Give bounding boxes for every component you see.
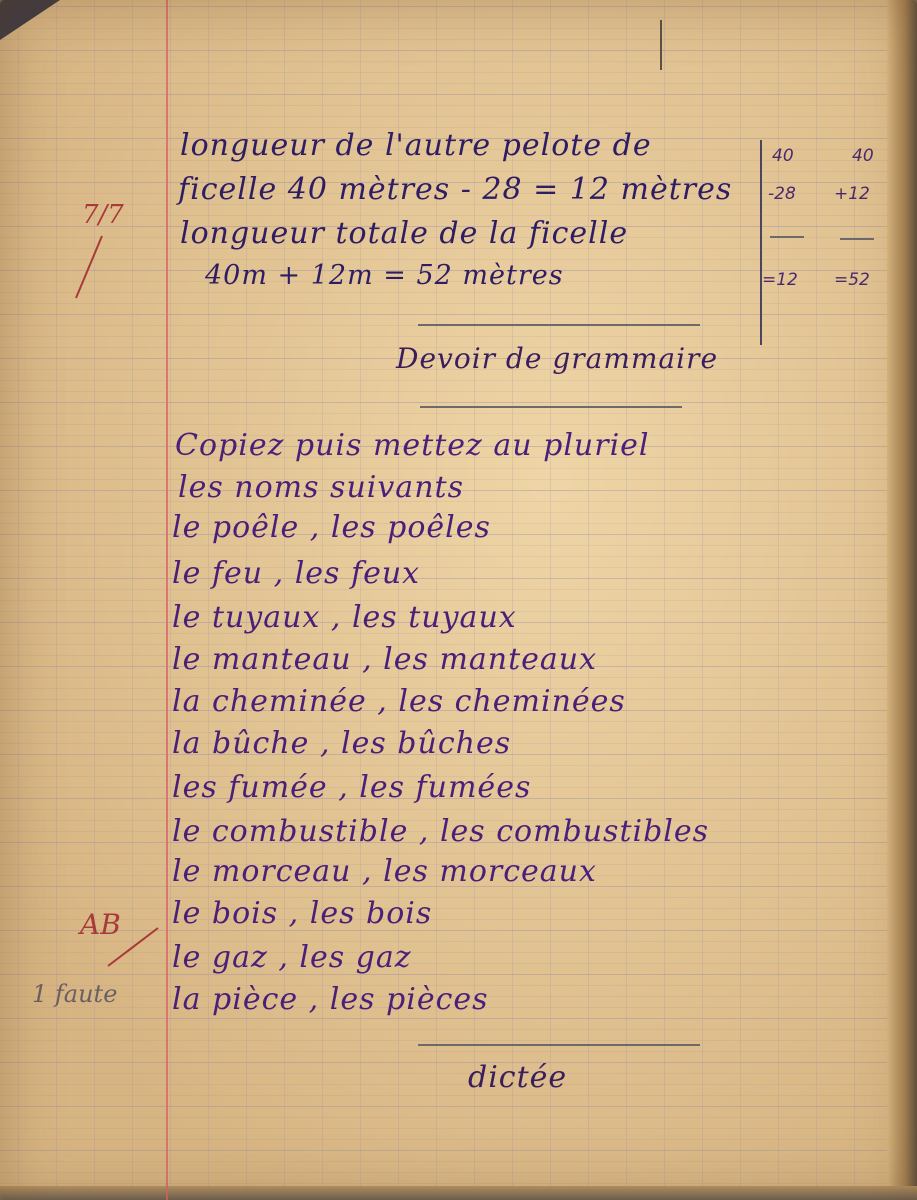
fault-count: 1 faute: [32, 980, 118, 1008]
singular-noun: les fumée: [172, 770, 328, 805]
list-item: le gaz , les gaz: [172, 940, 412, 975]
red-check-stroke: [70, 232, 110, 302]
list-item: le manteau , les manteaux: [172, 642, 598, 677]
singular-noun: le feu: [172, 556, 264, 591]
calc-left-top: 40: [772, 146, 794, 166]
math-line-1: longueur de l'autre pelote de: [180, 128, 652, 163]
math-grade: 7/7: [82, 200, 124, 230]
crease-mark: [660, 20, 662, 70]
singular-noun: le gaz: [172, 940, 268, 975]
plural-noun: les tuyaux: [351, 600, 517, 635]
singular-noun: la pièce: [172, 982, 299, 1017]
plural-noun: les bûches: [341, 726, 512, 761]
plural-noun: les cheminées: [398, 684, 626, 719]
plural-noun: les manteaux: [383, 642, 598, 677]
calc-divider: [760, 140, 762, 345]
plural-noun: les bois: [309, 896, 433, 931]
plural-noun: les poêles: [330, 510, 491, 545]
singular-noun: le bois: [172, 896, 279, 931]
calc-left-rule: [770, 236, 804, 238]
singular-noun: le morceau: [172, 854, 352, 889]
grammar-instruction-2: les noms suivants: [178, 470, 464, 505]
dictation-title: dictée: [468, 1060, 568, 1095]
grammar-instruction-1: Copiez puis mettez au pluriel: [175, 428, 650, 463]
list-item: le tuyaux , les tuyaux: [172, 600, 517, 635]
calc-right-plus: +12: [834, 184, 870, 204]
list-item: les fumée , les fumées: [172, 770, 532, 805]
calc-right-rule: [840, 238, 874, 240]
red-grade-stroke: [104, 920, 164, 970]
calc-left-result: =12: [762, 270, 798, 290]
plural-noun: les gaz: [299, 940, 412, 975]
math-line-2: ficelle 40 mètres - 28 = 12 mètres: [178, 172, 733, 207]
singular-noun: la bûche: [172, 726, 310, 761]
plural-noun: les feux: [294, 556, 421, 591]
singular-noun: le tuyaux: [172, 600, 321, 635]
separator-line-1: [418, 324, 700, 326]
list-item: le poêle , les poêles: [172, 510, 491, 545]
plural-noun: les morceaux: [383, 854, 597, 889]
separator-line-2: [420, 406, 682, 408]
singular-noun: le combustible: [172, 814, 409, 849]
page-bottom-edge: [0, 1186, 917, 1200]
list-item: la pièce , les pièces: [172, 982, 489, 1017]
list-item: la cheminée , les cheminées: [172, 684, 626, 719]
plural-noun: les pièces: [329, 982, 489, 1017]
plural-noun: les combustibles: [439, 814, 710, 849]
calc-left-minus: -28: [768, 184, 796, 204]
list-item: le combustible , les combustibles: [172, 814, 710, 849]
calc-right-result: =52: [834, 270, 870, 290]
grammar-grade: AB: [80, 908, 121, 941]
list-item: le feu , les feux: [172, 556, 421, 591]
page-corner: [0, 0, 60, 40]
singular-noun: le manteau: [172, 642, 352, 677]
singular-noun: la cheminée: [172, 684, 367, 719]
math-line-4: 40m + 12m = 52 mètres: [205, 260, 564, 291]
grammar-title: Devoir de grammaire: [396, 342, 719, 375]
list-item: le morceau , les morceaux: [172, 854, 597, 889]
notebook-spine: [887, 0, 917, 1200]
list-item: la bûche , les bûches: [172, 726, 512, 761]
plural-noun: les fumées: [359, 770, 532, 805]
red-margin-line: [166, 0, 168, 1200]
singular-noun: le poêle: [172, 510, 300, 545]
calc-right-top: 40: [852, 146, 874, 166]
list-item: le bois , les bois: [172, 896, 433, 931]
separator-line-3: [418, 1044, 700, 1046]
math-line-3: longueur totale de la ficelle: [180, 216, 629, 251]
